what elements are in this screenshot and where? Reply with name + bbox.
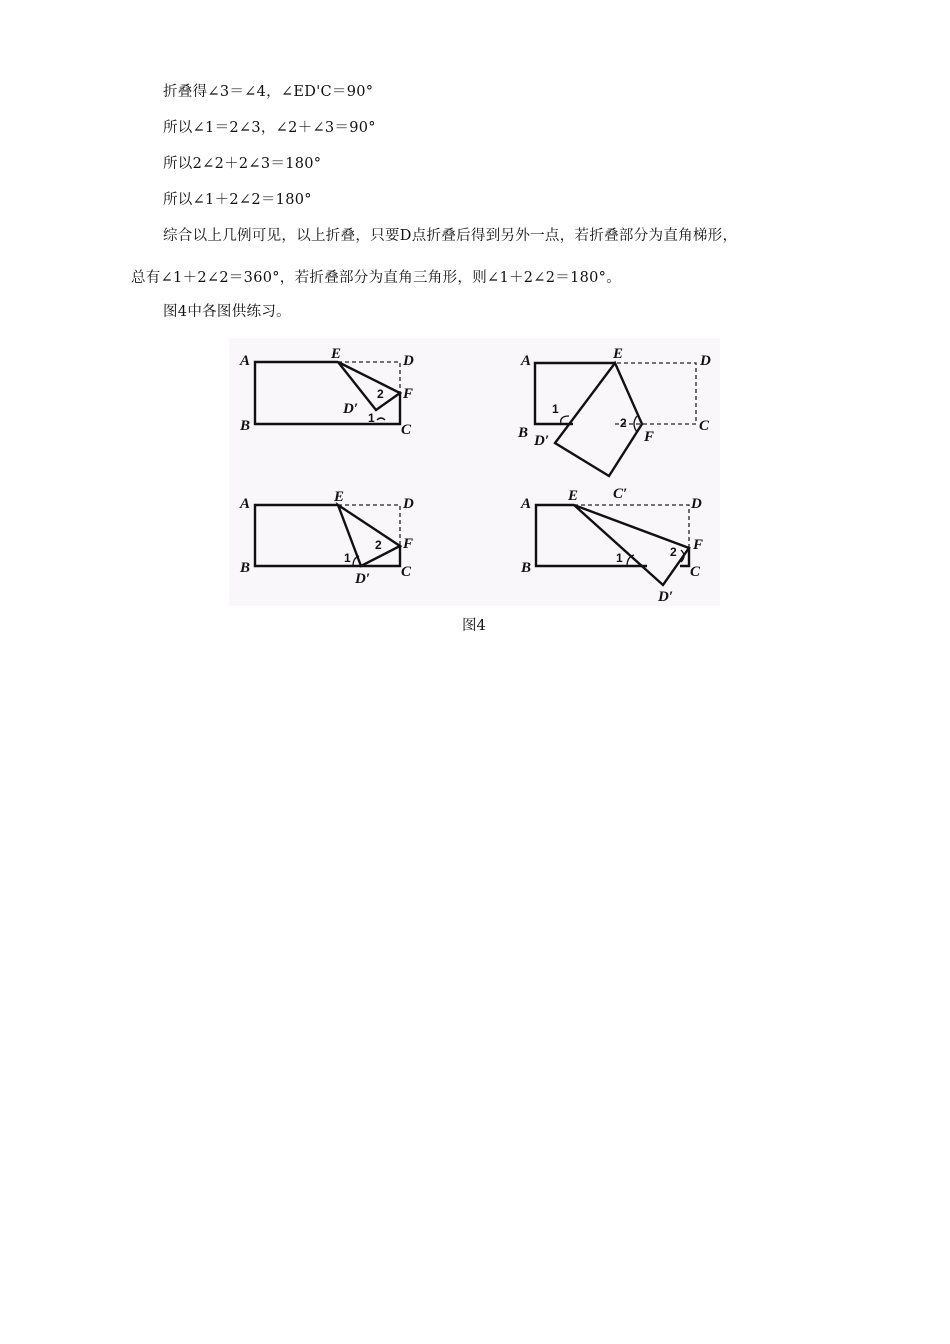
text-line-5: 综合以上几例可见，以上折叠，只要D点折叠后得到另外一点，若折叠部分为直角梯形， bbox=[163, 228, 738, 244]
panel-2-label-f: F bbox=[644, 429, 655, 445]
panel-2-label-b: B bbox=[518, 425, 529, 441]
panel-2-angle-1-label: 1 bbox=[552, 402, 559, 416]
panel-2-angle-2-label: 2 bbox=[620, 416, 627, 430]
text-line-4: 所以∠1＋2∠2＝180° bbox=[163, 192, 312, 208]
panel-3-label-c: C bbox=[401, 564, 412, 580]
panel-4-label-b: B bbox=[521, 560, 532, 576]
panel-3-label-d-prime: D′ bbox=[355, 571, 371, 587]
figure-4 bbox=[229, 338, 720, 606]
panel-1-label-a: A bbox=[240, 353, 251, 369]
text-line-2: 所以∠1＝2∠3，∠2＋∠3＝90° bbox=[163, 120, 376, 136]
panel-3 bbox=[239, 489, 414, 587]
panel-4-label-d: D bbox=[691, 496, 702, 512]
text-line-1: 折叠得∠3＝∠4，∠ED'C＝90° bbox=[163, 84, 374, 100]
panel-3-angle-1-label: 1 bbox=[344, 551, 351, 565]
panel-3-label-e: E bbox=[334, 489, 345, 505]
panel-1-label-b: B bbox=[240, 418, 251, 434]
panel-1-label-c: C bbox=[401, 422, 412, 438]
panel-3-label-a: A bbox=[240, 496, 251, 512]
panel-4-angle-2-label: 2 bbox=[670, 545, 677, 559]
panel-1 bbox=[239, 346, 414, 438]
panel-2 bbox=[517, 346, 711, 476]
panel-1-label-d: D bbox=[403, 353, 414, 369]
folding-diagrams bbox=[229, 338, 720, 606]
panel-2-angle-1-arc bbox=[561, 416, 569, 424]
panel-2-label-e: E bbox=[613, 346, 624, 362]
panel-2-label-d: D bbox=[700, 353, 711, 369]
panel-4-label-d-prime: D′ bbox=[658, 589, 674, 605]
panel-1-angle-2-label: 2 bbox=[377, 387, 384, 401]
panel-2-folded-quadrilateral bbox=[555, 363, 642, 476]
panel-4-label-a: A bbox=[521, 496, 532, 512]
text-line-6: 总有∠1＋2∠2＝360°，若折叠部分为直角三角形，则∠1＋2∠2＝180°。 bbox=[131, 270, 621, 286]
panel-1-label-d-prime: D′ bbox=[343, 401, 359, 417]
panel-4-label-f: F bbox=[693, 537, 704, 553]
panel-1-angle-1-label: 1 bbox=[368, 411, 375, 425]
panel-3-angle-2-label: 2 bbox=[375, 538, 382, 552]
panel-2-label-c: C bbox=[699, 418, 710, 434]
figure-caption: 图4 bbox=[462, 618, 486, 634]
panel-4 bbox=[520, 486, 703, 605]
panel-3-label-b: B bbox=[240, 560, 251, 576]
panel-1-label-e: E bbox=[331, 346, 342, 362]
panel-2-dashed-edge bbox=[615, 363, 696, 424]
text-line-3: 所以2∠2＋2∠3＝180° bbox=[163, 156, 322, 172]
panel-2-label-a: A bbox=[521, 353, 532, 369]
panel-4-angle-1-label: 1 bbox=[616, 551, 623, 565]
panel-2-label-d-prime: D′ bbox=[534, 433, 550, 449]
panel-4-label-c: C bbox=[690, 564, 701, 580]
panel-4-label-c-prime: C′ bbox=[613, 486, 628, 502]
panel-1-angle-1-arc bbox=[377, 418, 385, 420]
panel-1-label-f: F bbox=[403, 386, 414, 402]
panel-3-label-d: D bbox=[403, 496, 414, 512]
text-line-7: 图4中各图供练习。 bbox=[163, 304, 291, 320]
panel-4-label-e: E bbox=[568, 488, 579, 504]
panel-3-label-f: F bbox=[403, 536, 414, 552]
